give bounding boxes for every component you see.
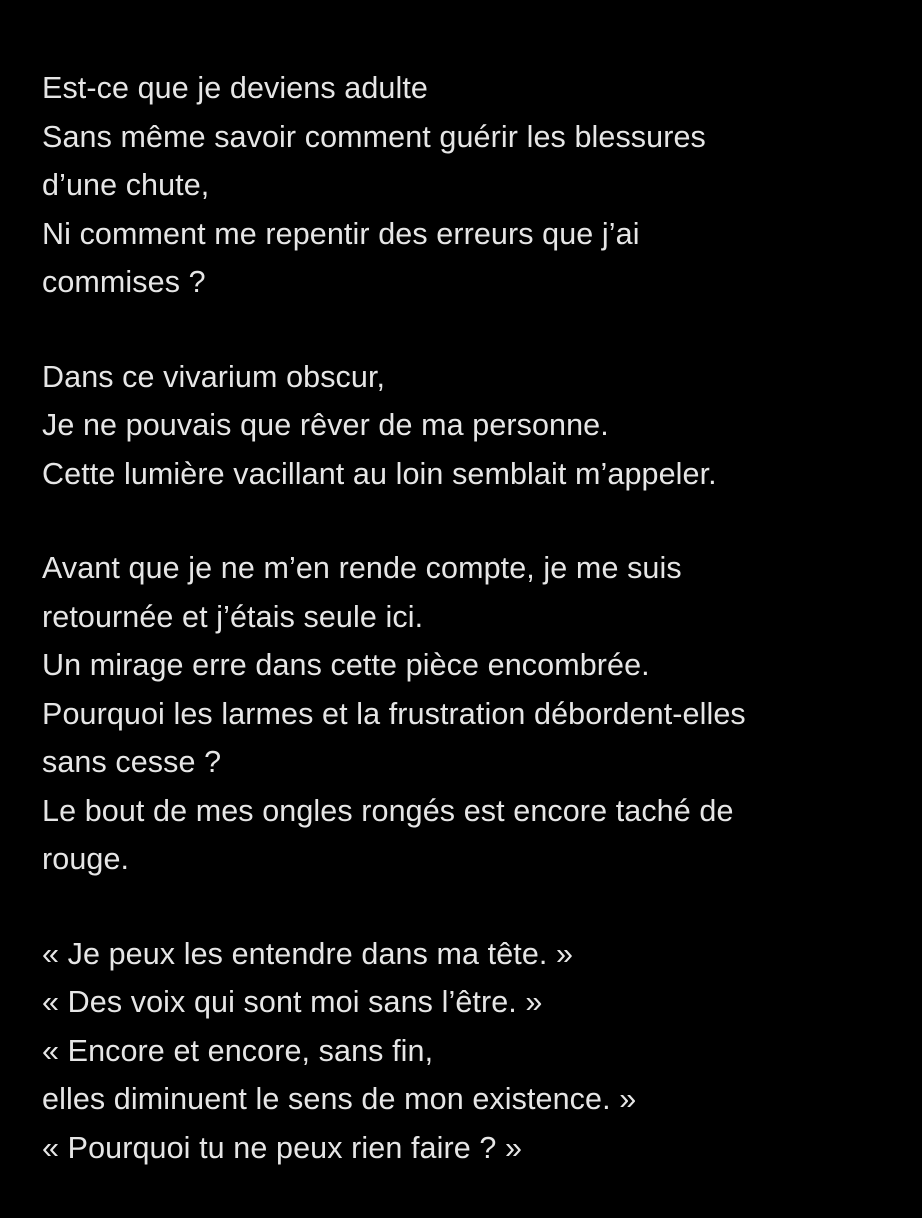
lyric-line: « Je peux les entendre dans ma tête. » xyxy=(42,936,574,971)
lyrics-text-block xyxy=(42,64,902,1218)
lyric-line: retournée et j’étais seule ici. xyxy=(42,599,424,634)
lyric-line: Je ne pouvais que rêver de ma personne. xyxy=(42,408,609,442)
lyric-line: rouge. xyxy=(42,842,130,876)
lyric-line: Est-ce que je deviens adulte xyxy=(42,71,428,105)
lyric-line: « Pourquoi tu ne peux rien faire ? » xyxy=(42,1130,523,1165)
lyric-line: Pourquoi les larmes et la frustration débordent-elles xyxy=(42,696,746,731)
lyric-line: Le bout de mes ongles rongés est encore taché de xyxy=(42,793,734,828)
lyric-line: d’une chute, xyxy=(42,168,210,202)
lyric-line: Sans même savoir comment guérir les blessures xyxy=(42,119,706,154)
stanza-1 xyxy=(42,64,902,307)
stanza-2 xyxy=(42,353,902,499)
lyric-line: Avant que je ne m’en rende compte, je me suis xyxy=(42,551,682,585)
lyric-line: « Encore et encore, sans fin, xyxy=(42,1033,434,1068)
lyric-line: commises ? xyxy=(42,265,206,299)
lyric-line: « Des voix qui sont moi sans l’être. » xyxy=(42,985,543,1019)
stanza-4 xyxy=(42,930,902,1173)
lyric-line: sans cesse ? xyxy=(42,745,222,779)
stanza-3 xyxy=(42,544,902,884)
lyric-line: elles diminuent le sens de mon existence. » xyxy=(42,1082,637,1116)
lyric-line: Cette lumière vacillant au loin semblait m’appeler. xyxy=(42,456,717,491)
lyric-line: Un mirage erre dans cette pièce encombrée. xyxy=(42,648,650,682)
lyric-line: Dans ce vivarium obscur, xyxy=(42,359,386,394)
lyric-line: Ni comment me repentir des erreurs que j’ai xyxy=(42,216,640,251)
